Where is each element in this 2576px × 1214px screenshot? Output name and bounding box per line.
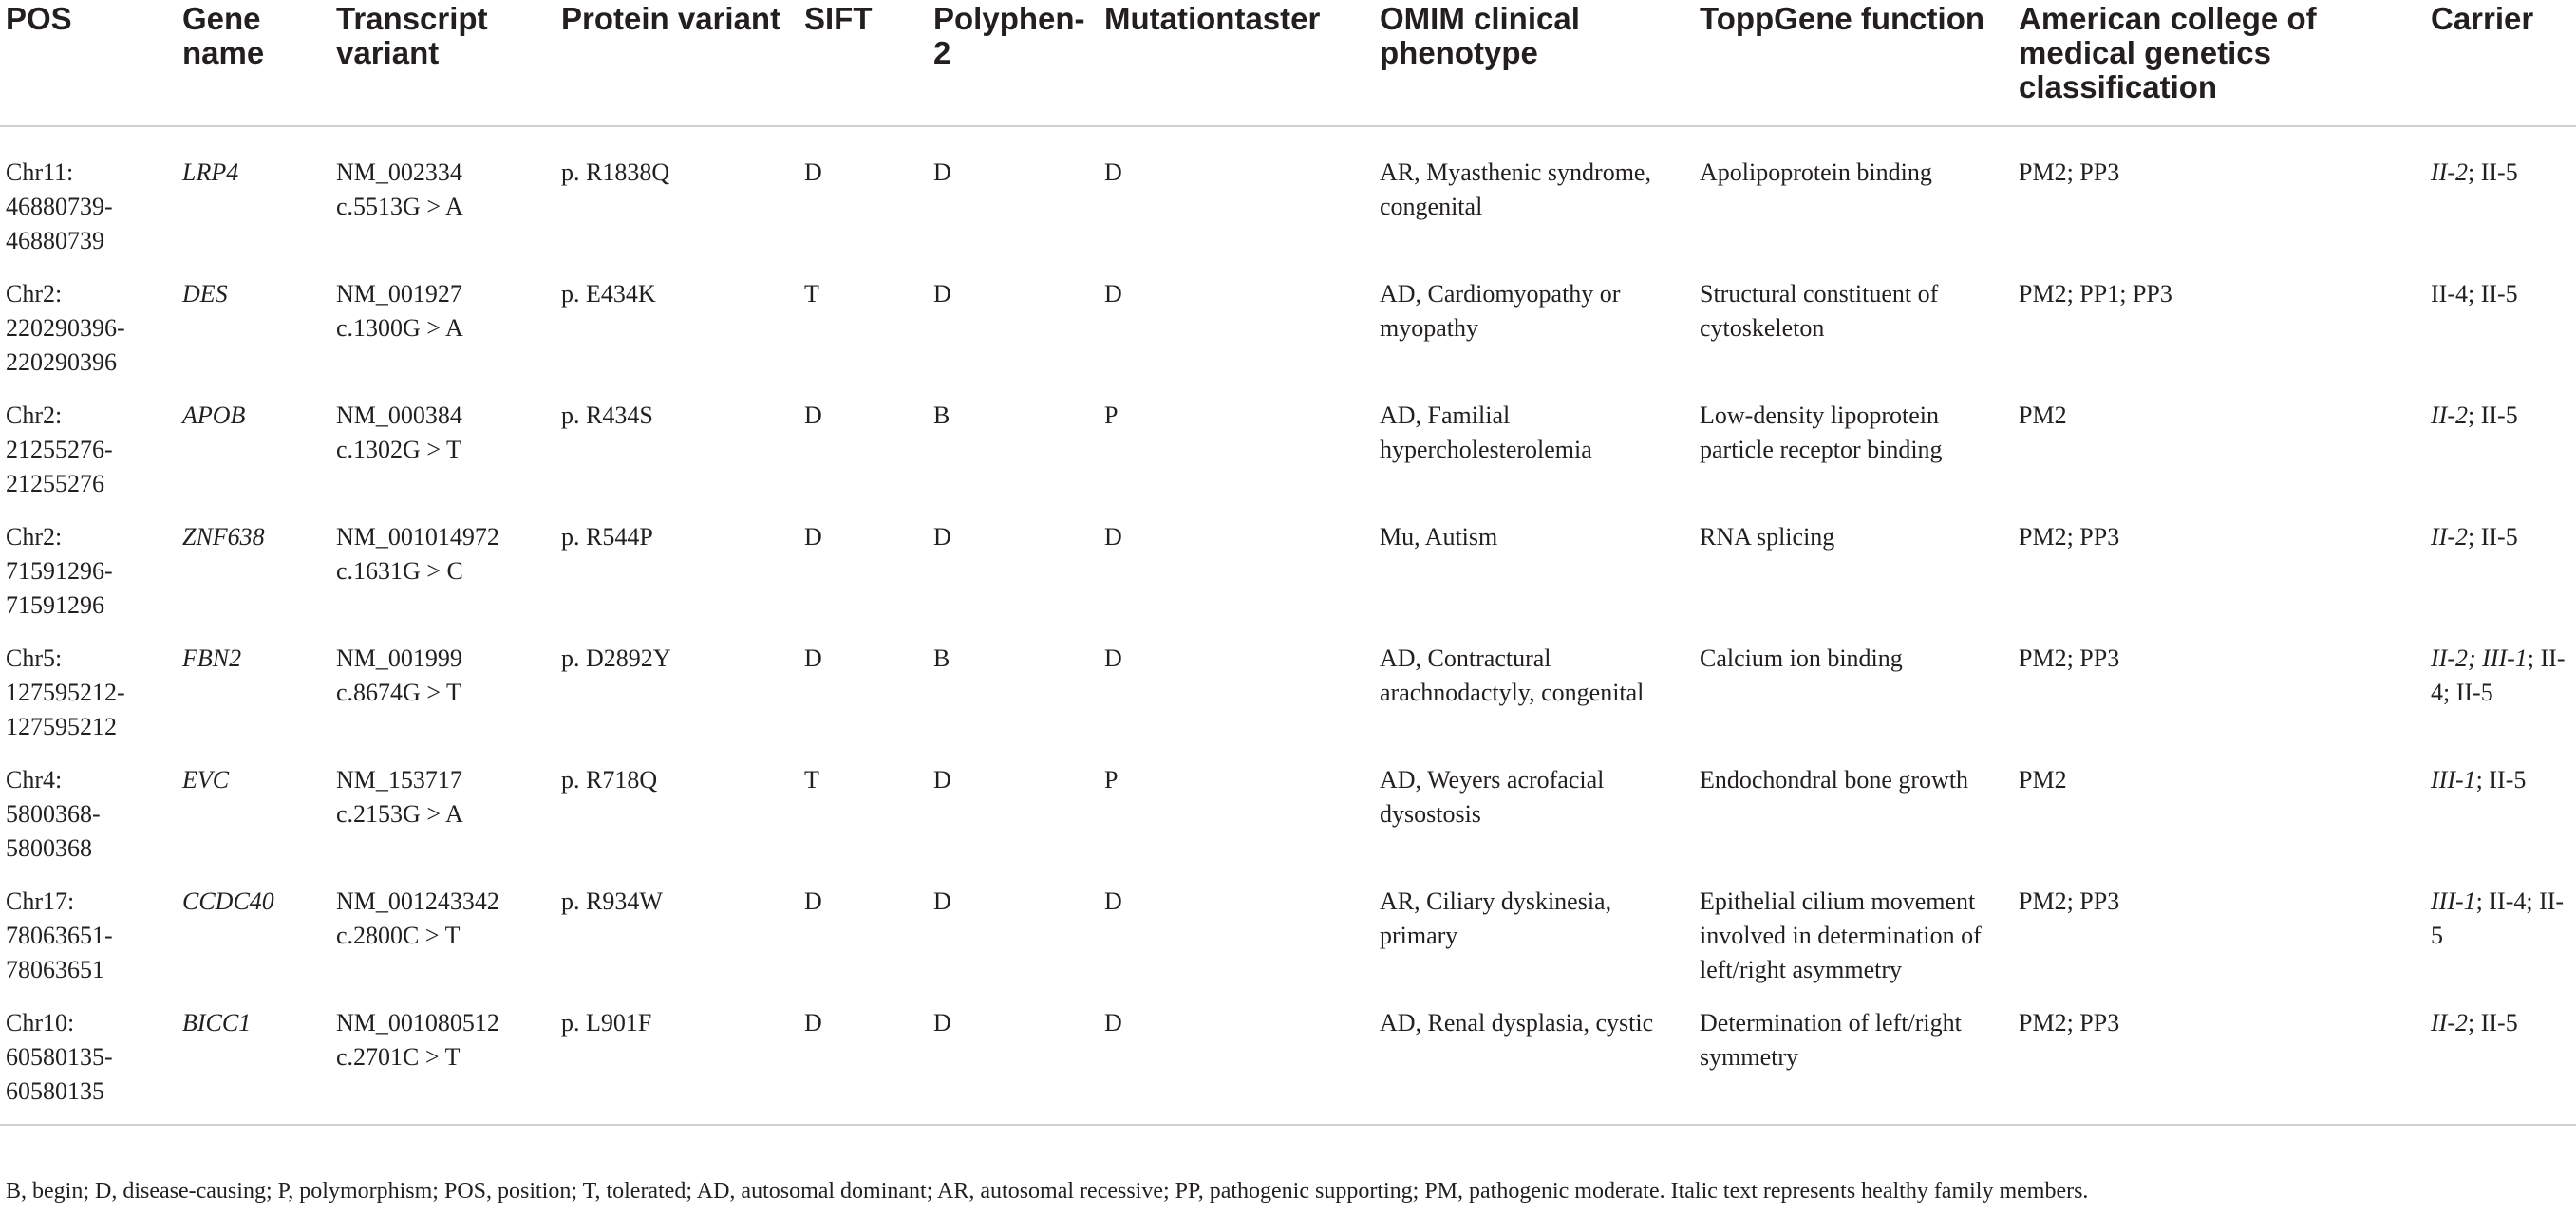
polyphen-cell: B	[933, 644, 950, 672]
acmg-cell: PM2; PP3	[2013, 1006, 2425, 1125]
toppgene-cell: Determination of left/right symmetry	[1694, 1006, 2013, 1125]
toppgene-cell: Structural constituent of cytoskeleton	[1700, 280, 1939, 342]
carrier-cell	[2425, 885, 2576, 1006]
carrier-healthy: II-2	[2431, 523, 2468, 551]
transcript-id: NM_001927	[336, 280, 462, 308]
header-row	[0, 0, 2576, 126]
pos-chrom: Chr4:	[6, 766, 63, 794]
transcript-id: NM_001243342	[336, 887, 499, 915]
polyphen-cell: D	[933, 159, 951, 186]
toppgene-cell: RNA splicing	[1700, 523, 1835, 551]
sift-cell: T	[804, 766, 819, 794]
pos-chrom: Chr5:	[6, 644, 63, 672]
pos-end: 71591296	[6, 591, 104, 619]
carrier-cell	[2425, 277, 2576, 399]
transcript-cell	[330, 763, 555, 885]
carrier-healthy: II-2; III-1	[2431, 644, 2528, 672]
header-acmg: American college of medical genetics classification	[2013, 0, 2425, 126]
pos-end: 220290396	[6, 348, 117, 376]
header-toppgene: ToppGene function	[1694, 0, 2013, 126]
transcript-change: c.8674G > T	[336, 679, 461, 706]
mutationtaster-cell: D	[1104, 887, 1122, 915]
pos-cell	[0, 277, 177, 399]
carrier-affected: II-5	[2480, 1009, 2518, 1037]
carrier-sep: ;	[2475, 887, 2490, 915]
sift-cell: D	[804, 402, 822, 429]
transcript-change: c.1631G > C	[336, 557, 463, 585]
table-row	[0, 399, 2576, 520]
mutationtaster-cell: D	[1099, 1006, 1374, 1125]
pos-start: 127595212-	[6, 679, 125, 706]
carrier-sep: ;	[2527, 644, 2541, 672]
mutationtaster-cell: P	[1104, 766, 1119, 794]
toppgene-cell: Apolipoprotein binding	[1700, 159, 1932, 186]
carrier-sep: ;	[2467, 402, 2481, 429]
omim-cell: AD, Renal dysplasia, cystic	[1374, 1006, 1694, 1125]
table-row	[0, 277, 2576, 399]
sift-cell: T	[804, 280, 819, 308]
pos-start: 78063651-	[6, 922, 113, 949]
transcript-id: NM_002334	[336, 159, 462, 186]
mutationtaster-cell: D	[1104, 159, 1122, 186]
carrier-cell	[2425, 399, 2576, 520]
pos-cell	[0, 126, 177, 277]
pos-cell	[0, 399, 177, 520]
pos-chrom: Chr17:	[6, 887, 75, 915]
table-footnote: B, begin; D, disease-causing; P, polymorphism; POS, position; T, tolerated; AD, autosomal dominant; AR, autosomal recessive; PP, pathogenic supporting; PM, pathogenic moderate. Italic text represents healthy family members.	[6, 1179, 2089, 1204]
sift-cell: D	[799, 1006, 928, 1125]
header-protein-variant: Protein variant	[555, 0, 799, 126]
pos-end: 127595212	[6, 713, 117, 740]
transcript-change: c.2701C > T	[336, 1043, 461, 1071]
protein-cell: p. D2892Y	[561, 644, 671, 672]
header-gene-name: Gene name	[177, 0, 330, 126]
carrier-sep: ;	[2467, 1009, 2481, 1037]
transcript-id: NM_000384	[336, 402, 462, 429]
transcript-cell	[330, 642, 555, 763]
protein-cell: p. L901F	[555, 1006, 799, 1125]
gene-name-cell: APOB	[182, 402, 246, 429]
omim-cell: AR, Myasthenic syndrome, congenital	[1380, 159, 1651, 220]
acmg-cell: PM2	[2019, 402, 2067, 429]
gene-name-cell: BICC1	[177, 1006, 330, 1125]
acmg-cell: PM2; PP3	[2019, 887, 2120, 915]
pos-chrom: Chr11:	[6, 159, 74, 186]
transcript-change: c.1300G > A	[336, 314, 463, 342]
carrier-cell	[2425, 126, 2576, 277]
omim-cell: Mu, Autism	[1380, 523, 1498, 551]
mutationtaster-cell: D	[1104, 644, 1122, 672]
header-omim: OMIM clinical phenotype	[1374, 0, 1694, 126]
header-polyphen: Polyphen-2	[928, 0, 1099, 126]
table-row	[0, 642, 2576, 763]
carrier-affected: II-5	[2480, 402, 2518, 429]
omim-cell: AD, Contractural arachnodactyly, congenital	[1380, 644, 1645, 706]
acmg-cell: PM2; PP3	[2019, 159, 2120, 186]
gene-name-cell: DES	[182, 280, 228, 308]
pos-chrom: Chr2:	[6, 523, 63, 551]
carrier-affected: II-5	[2489, 766, 2527, 794]
pos-cell	[0, 1006, 177, 1125]
mutationtaster-cell: D	[1104, 523, 1122, 551]
polyphen-cell: D	[933, 766, 951, 794]
carrier-healthy: III-1	[2431, 766, 2476, 794]
pos-end: 78063651	[6, 956, 104, 983]
gene-name-cell: CCDC40	[182, 887, 274, 915]
carrier-cell	[2425, 520, 2576, 642]
carrier-affected: II-4; II-5	[2431, 280, 2518, 308]
omim-cell: AD, Weyers acrofacial dysostosis	[1380, 766, 1605, 828]
acmg-cell: PM2; PP3	[2019, 523, 2120, 551]
table-row	[0, 126, 2576, 277]
pos-start: 46880739-	[6, 193, 113, 220]
carrier-affected: II-4; II-5	[2431, 644, 2566, 706]
pos-end: 60580135	[6, 1077, 104, 1105]
protein-cell: p. E434K	[561, 280, 656, 308]
pos-start: 5800368-	[6, 800, 101, 828]
carrier-healthy: II-2	[2431, 1009, 2468, 1037]
carrier-healthy: II-2	[2431, 402, 2468, 429]
acmg-cell: PM2; PP1; PP3	[2019, 280, 2172, 308]
pos-cell	[0, 642, 177, 763]
gene-name-cell: EVC	[182, 766, 230, 794]
pos-start: 220290396-	[6, 314, 125, 342]
acmg-cell: PM2	[2019, 766, 2067, 794]
protein-cell: p. R718Q	[561, 766, 658, 794]
polyphen-cell: D	[928, 1006, 1099, 1125]
acmg-cell: PM2; PP3	[2019, 644, 2120, 672]
gene-name-cell: FBN2	[182, 644, 242, 672]
omim-cell: AD, Cardiomyopathy or myopathy	[1380, 280, 1621, 342]
carrier-cell	[2425, 763, 2576, 885]
header-pos: POS	[0, 0, 177, 126]
pos-chrom: Chr10:	[6, 1009, 75, 1037]
table-row	[0, 885, 2576, 1006]
transcript-change: c.1302G > T	[336, 436, 461, 463]
transcript-cell	[330, 520, 555, 642]
polyphen-cell: B	[933, 402, 950, 429]
header-sift: SIFT	[799, 0, 928, 126]
transcript-change: c.2153G > A	[336, 800, 463, 828]
carrier-cell	[2425, 642, 2576, 763]
toppgene-cell: Epithelial cilium movement involved in determination of left/right asymmetry	[1700, 887, 1982, 983]
transcript-change: c.5513G > A	[336, 193, 463, 220]
polyphen-cell: D	[933, 280, 951, 308]
protein-cell: p. R434S	[561, 402, 653, 429]
protein-cell: p. R1838Q	[561, 159, 670, 186]
protein-cell: p. R544P	[561, 523, 653, 551]
carrier-affected: II-5	[2480, 523, 2518, 551]
carrier-cell	[2425, 1006, 2576, 1125]
carrier-sep: ;	[2467, 159, 2481, 186]
table-row	[0, 1006, 2576, 1125]
mutationtaster-cell: D	[1104, 280, 1122, 308]
pos-start: 21255276-	[6, 436, 113, 463]
pos-cell	[0, 763, 177, 885]
carrier-sep: ;	[2475, 766, 2490, 794]
polyphen-cell: D	[933, 887, 951, 915]
transcript-id: NM_001999	[336, 644, 462, 672]
table-row	[0, 520, 2576, 642]
toppgene-cell: Endochondral bone growth	[1700, 766, 1969, 794]
transcript-id: NM_001014972	[336, 523, 499, 551]
carrier-affected: II-4; II-5	[2431, 887, 2565, 949]
sift-cell: D	[804, 887, 822, 915]
carrier-healthy: III-1	[2431, 887, 2476, 915]
omim-cell: AR, Ciliary dyskinesia, primary	[1380, 887, 1612, 949]
gene-name-cell: LRP4	[182, 159, 239, 186]
sift-cell: D	[804, 644, 822, 672]
transcript-cell	[330, 885, 555, 1006]
header-transcript-variant: Transcript variant	[330, 0, 555, 126]
pos-end: 46880739	[6, 227, 104, 254]
pos-cell	[0, 520, 177, 642]
mutationtaster-cell: P	[1104, 402, 1119, 429]
pos-cell	[0, 885, 177, 1006]
transcript-cell	[330, 277, 555, 399]
transcript-cell	[330, 126, 555, 277]
sift-cell: D	[804, 523, 822, 551]
transcript-id: NM_153717	[336, 766, 462, 794]
omim-cell: AD, Familial hypercholesterolemia	[1380, 402, 1592, 463]
gene-name-cell: ZNF638	[182, 523, 265, 551]
toppgene-cell: Low-density lipoprotein particle receptor binding	[1700, 402, 1943, 463]
header-carrier: Carrier	[2425, 0, 2576, 126]
pos-end: 5800368	[6, 834, 92, 862]
pos-chrom: Chr2:	[6, 280, 63, 308]
transcript-id: NM_001080512	[336, 1009, 499, 1037]
sift-cell: D	[804, 159, 822, 186]
toppgene-cell: Calcium ion binding	[1700, 644, 1903, 672]
transcript-cell	[330, 1006, 555, 1125]
transcript-cell	[330, 399, 555, 520]
carrier-sep: ;	[2467, 523, 2481, 551]
carrier-affected: II-5	[2480, 159, 2518, 186]
polyphen-cell: D	[933, 523, 951, 551]
transcript-change: c.2800C > T	[336, 922, 461, 949]
pos-start: 71591296-	[6, 557, 113, 585]
pos-start: 60580135-	[6, 1043, 113, 1071]
pos-chrom: Chr2:	[6, 402, 63, 429]
carrier-healthy: II-2	[2431, 159, 2468, 186]
pos-end: 21255276	[6, 470, 104, 497]
table-row	[0, 763, 2576, 885]
protein-cell: p. R934W	[561, 887, 663, 915]
header-mutationtaster: Mutationtaster	[1099, 0, 1374, 126]
